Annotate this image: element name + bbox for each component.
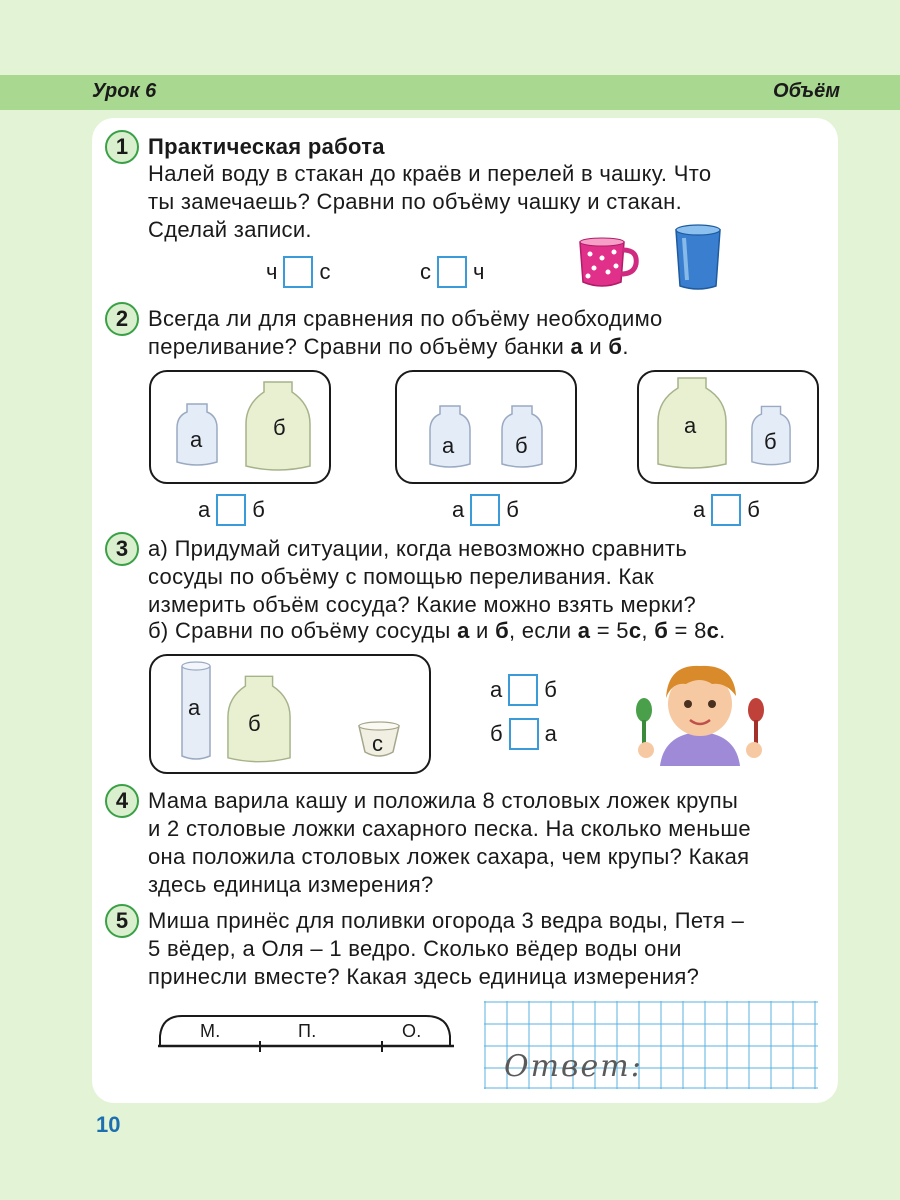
task3-line4 [148, 617, 726, 644]
answer-box[interactable] [711, 494, 741, 526]
scheme-label-misha: М. [200, 1021, 221, 1041]
topic-title: Объём [773, 80, 840, 102]
task2-compare-2 [452, 494, 519, 526]
dot: . [719, 618, 726, 643]
answer-box[interactable] [437, 256, 467, 288]
compare-left: а [693, 497, 706, 522]
jar-label-a: а [190, 427, 203, 452]
conj: и [469, 618, 496, 643]
compare-left: а [198, 497, 211, 522]
compare-left: ч [266, 259, 278, 284]
compare-right: а [544, 721, 557, 746]
jars-frame-2 [395, 370, 577, 484]
task1-compare-2 [420, 256, 484, 288]
page-number: 10 [96, 1112, 121, 1137]
task-number-4: 4 [105, 784, 139, 818]
boy-with-spoons-icon [630, 654, 770, 766]
task5-line3: принесли вместе? Какая здесь единица измерения? [148, 964, 700, 989]
answer-box[interactable] [283, 256, 313, 288]
task4-line1: Мама варила кашу и положила 8 столовых ложек крупы [148, 788, 739, 813]
task3-line2: сосуды по объёму с помощью переливания. Как [148, 564, 654, 589]
jar-label-b: б [515, 433, 528, 458]
task2-line2 [148, 333, 629, 360]
task1-line2: ты замечаешь? Сравни по объёму чашку и стакан. [148, 189, 682, 214]
task4-line4: здесь единица измерения? [148, 872, 434, 897]
jar-label-a: а [442, 433, 455, 458]
jar-label-a: а [684, 413, 697, 438]
answer-box[interactable] [470, 494, 500, 526]
compare-left: а [490, 677, 503, 702]
compare-right: б [747, 497, 760, 522]
compare-right: ч [473, 259, 485, 284]
cup-icon [574, 236, 640, 292]
conj: и [583, 334, 609, 359]
letter-c: с [706, 618, 720, 643]
task1-compare-1 [266, 256, 330, 288]
glass-icon [672, 224, 724, 292]
task-number-3: 3 [105, 532, 139, 566]
task3-compare-1 [490, 674, 557, 706]
compare-right: б [506, 497, 519, 522]
scheme-label-petya: П. [298, 1021, 317, 1041]
compare-left: б [490, 721, 503, 746]
compare-left: а [452, 497, 465, 522]
task3-line1: а) Придумай ситуации, когда невозможно сравнить [148, 536, 688, 561]
eq-b: = 8 [668, 618, 707, 643]
task5-line1: Миша принёс для поливки огорода 3 ведра воды, Петя – [148, 908, 745, 933]
jar-label-b: б [764, 429, 777, 454]
task2-compare-3 [693, 494, 760, 526]
compare-right: с [319, 259, 331, 284]
task3-compare-2 [490, 718, 557, 750]
task4-line3: она положила столовых ложек сахара, чем крупы? Какая [148, 844, 750, 869]
lesson-title: Урок 6 [92, 80, 157, 102]
task1-line3: Сделай записи. [148, 217, 312, 242]
compare-left: с [420, 259, 431, 284]
task3-line3: измерить объём сосуда? Какие можно взять мерки? [148, 592, 696, 617]
answer-box[interactable] [508, 674, 538, 706]
if-text: , если [508, 618, 578, 643]
vessel-label-c: с [372, 731, 384, 756]
task1-title: Практическая работа [148, 134, 385, 159]
answer-grid[interactable] [484, 1001, 818, 1089]
task2-compare-1 [198, 494, 265, 526]
answer-box[interactable] [509, 718, 539, 750]
answer-label: Ответ: [504, 1049, 643, 1084]
letter-a: а [457, 618, 470, 643]
jar-label-b: б [273, 415, 286, 440]
task3-line4-text: б) Сравни по объёму сосуды [148, 618, 458, 643]
task1-line1: Налей воду в стакан до краёв и перелей в чашку. Что [148, 161, 712, 186]
dot: . [622, 334, 629, 359]
task-number-1: 1 [105, 130, 139, 164]
vessel-label-b: б [248, 711, 261, 736]
letter-b: б [608, 334, 623, 359]
letter-c: с [628, 618, 642, 643]
scheme-label-olya: О. [402, 1021, 422, 1041]
task5-line2: 5 вёдер, а Оля – 1 ведро. Сколько вёдер воды они [148, 936, 682, 961]
eq-a: = 5 [590, 618, 629, 643]
task2-line2-text: переливание? Сравни по объёму банки [148, 334, 571, 359]
letter-a: а [577, 618, 591, 643]
vessel-label-a: а [188, 695, 201, 720]
letter-b: б [495, 618, 509, 643]
comma: , [641, 618, 655, 643]
compare-right: б [252, 497, 265, 522]
letter-a: а [570, 334, 583, 359]
compare-right: б [544, 677, 557, 702]
task2-line1: Всегда ли для сравнения по объёму необходимо [148, 306, 663, 331]
task4-line2: и 2 столовые ложки сахарного песка. На сколько меньше [148, 816, 751, 841]
answer-box[interactable] [216, 494, 246, 526]
letter-b: б [654, 618, 669, 643]
task-number-2: 2 [105, 302, 139, 336]
task-number-5: 5 [105, 904, 139, 938]
